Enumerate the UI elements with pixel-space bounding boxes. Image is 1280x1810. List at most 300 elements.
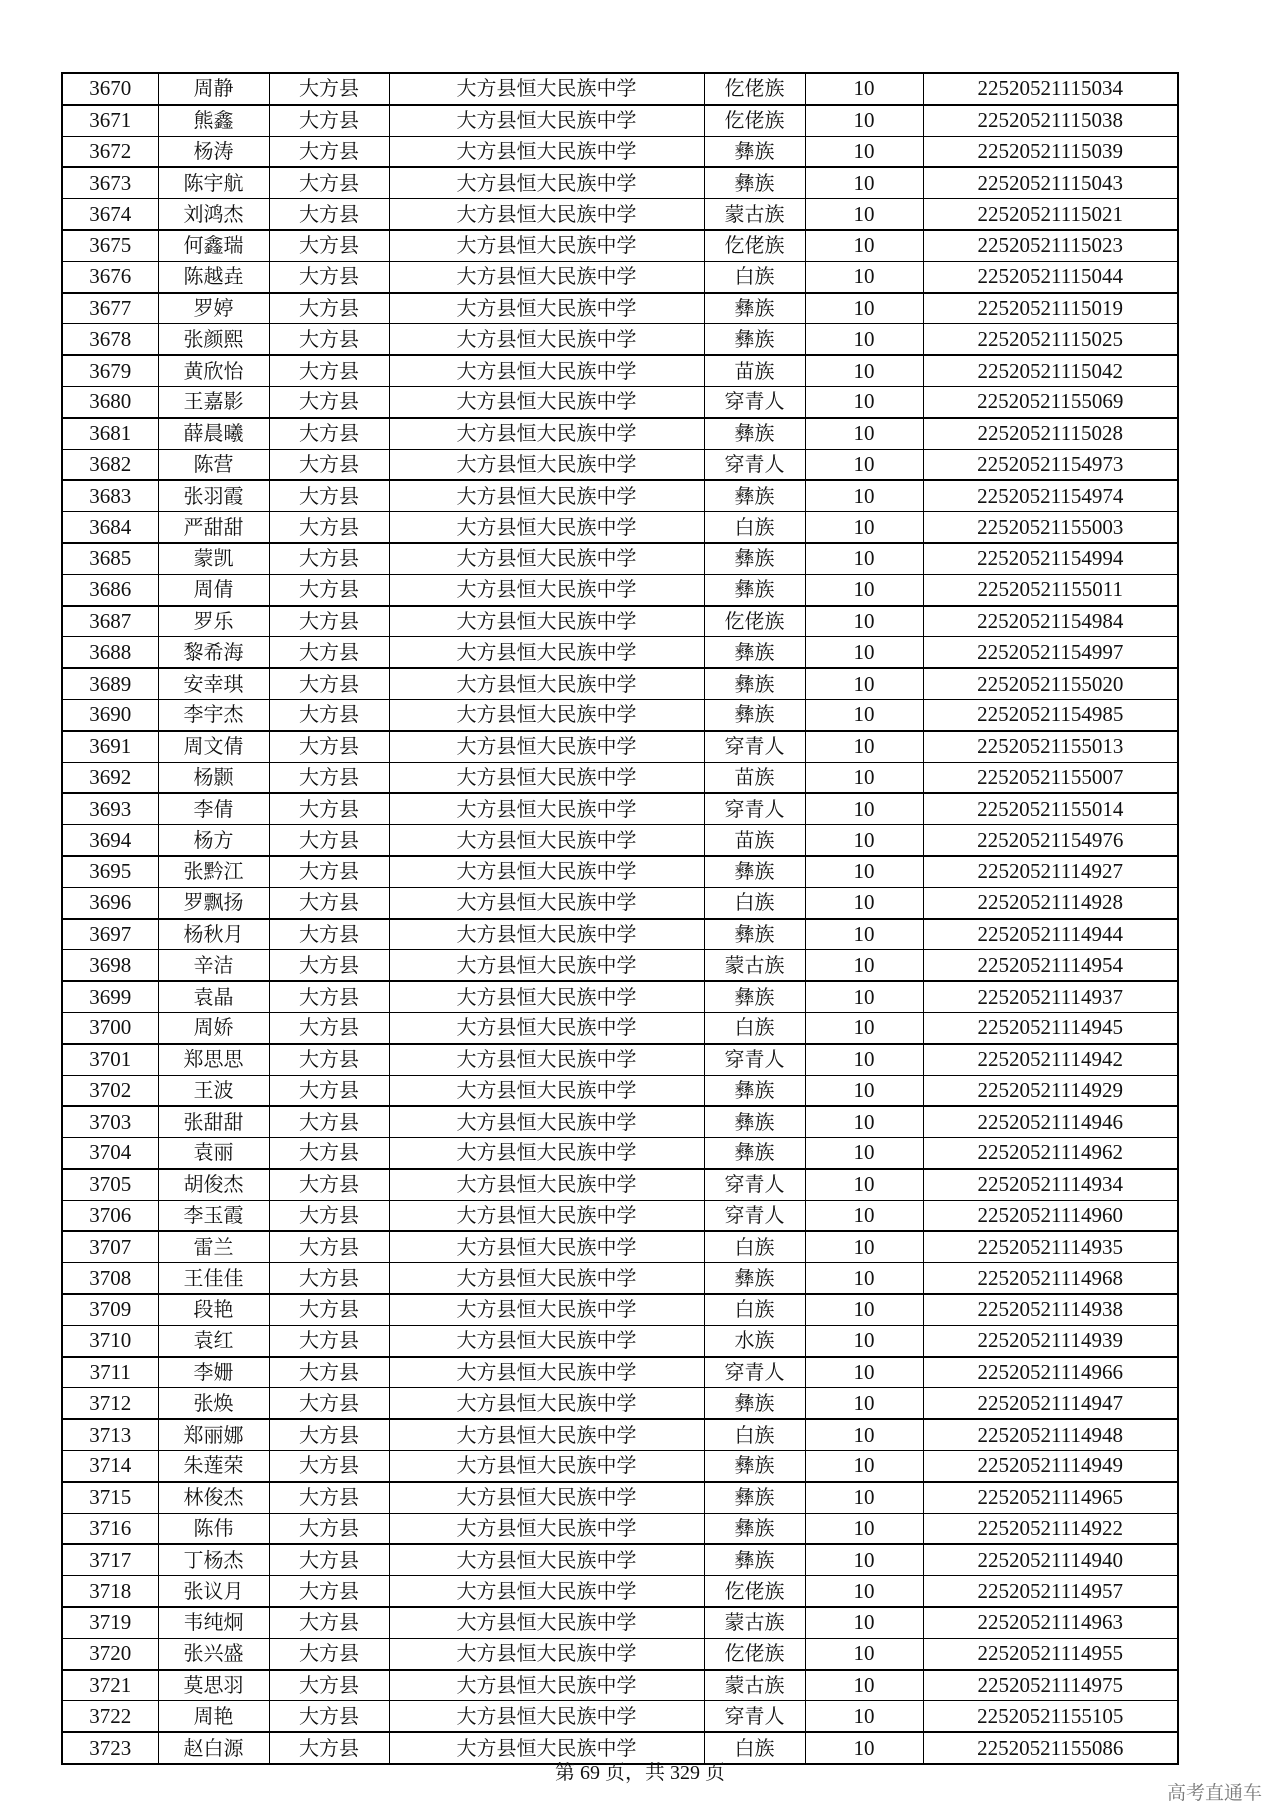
school-cell: 大方县恒大民族中学 bbox=[389, 1419, 704, 1450]
ethnicity-cell: 彝族 bbox=[704, 1451, 805, 1482]
name-cell: 雷兰 bbox=[158, 1231, 269, 1262]
ethnicity-cell: 苗族 bbox=[704, 825, 805, 856]
exam-id-cell: 22520521114934 bbox=[923, 1169, 1178, 1200]
county-cell: 大方县 bbox=[269, 699, 389, 730]
name-cell: 何鑫瑞 bbox=[158, 230, 269, 261]
name-cell: 周娇 bbox=[158, 1012, 269, 1043]
table-row bbox=[62, 136, 1178, 167]
exam-id-cell: 22520521114946 bbox=[923, 1106, 1178, 1137]
county-cell: 大方县 bbox=[269, 1012, 389, 1043]
name-cell: 杨涛 bbox=[158, 136, 269, 167]
ethnicity-cell: 彝族 bbox=[704, 418, 805, 449]
school-cell: 大方县恒大民族中学 bbox=[389, 1607, 704, 1638]
name-cell: 袁晶 bbox=[158, 981, 269, 1012]
ethnicity-cell: 仡佬族 bbox=[704, 105, 805, 136]
school-cell: 大方县恒大民族中学 bbox=[389, 731, 704, 762]
county-cell: 大方县 bbox=[269, 793, 389, 824]
ethnicity-cell: 彝族 bbox=[704, 543, 805, 574]
table-row bbox=[62, 699, 1178, 730]
exam-id-cell: 22520521154984 bbox=[923, 606, 1178, 637]
ethnicity-cell: 白族 bbox=[704, 512, 805, 543]
table-row bbox=[62, 1106, 1178, 1137]
name-cell: 袁红 bbox=[158, 1325, 269, 1356]
name-cell: 陈营 bbox=[158, 449, 269, 480]
name-cell: 张议月 bbox=[158, 1576, 269, 1607]
table-row bbox=[62, 1607, 1178, 1638]
seq-cell: 3712 bbox=[62, 1388, 158, 1419]
name-cell: 周静 bbox=[158, 73, 269, 105]
exam-id-cell: 22520521114949 bbox=[923, 1451, 1178, 1482]
name-cell: 张焕 bbox=[158, 1388, 269, 1419]
name-cell: 林俊杰 bbox=[158, 1482, 269, 1513]
school-cell: 大方县恒大民族中学 bbox=[389, 793, 704, 824]
ethnicity-cell: 彝族 bbox=[704, 981, 805, 1012]
bonus-points-cell: 10 bbox=[805, 230, 923, 261]
school-cell: 大方县恒大民族中学 bbox=[389, 1638, 704, 1669]
seq-cell: 3686 bbox=[62, 574, 158, 605]
bonus-points-cell: 10 bbox=[805, 574, 923, 605]
school-cell: 大方县恒大民族中学 bbox=[389, 167, 704, 198]
school-cell: 大方县恒大民族中学 bbox=[389, 825, 704, 856]
table-row bbox=[62, 1138, 1178, 1169]
exam-id-cell: 22520521114975 bbox=[923, 1670, 1178, 1701]
name-cell: 杨秋月 bbox=[158, 919, 269, 950]
seq-cell: 3690 bbox=[62, 699, 158, 730]
county-cell: 大方县 bbox=[269, 167, 389, 198]
county-cell: 大方县 bbox=[269, 887, 389, 918]
name-cell: 罗乐 bbox=[158, 606, 269, 637]
school-cell: 大方县恒大民族中学 bbox=[389, 355, 704, 386]
seq-cell: 3675 bbox=[62, 230, 158, 261]
table-row bbox=[62, 293, 1178, 324]
name-cell: 胡俊杰 bbox=[158, 1169, 269, 1200]
seq-cell: 3695 bbox=[62, 856, 158, 887]
table-row bbox=[62, 480, 1178, 511]
bonus-points-cell: 10 bbox=[805, 73, 923, 105]
seq-cell: 3710 bbox=[62, 1325, 158, 1356]
school-cell: 大方县恒大民族中学 bbox=[389, 1701, 704, 1732]
county-cell: 大方县 bbox=[269, 1106, 389, 1137]
ethnicity-cell: 彝族 bbox=[704, 1263, 805, 1294]
ethnicity-cell: 穿青人 bbox=[704, 731, 805, 762]
ethnicity-cell: 穿青人 bbox=[704, 1200, 805, 1231]
seq-cell: 3697 bbox=[62, 919, 158, 950]
school-cell: 大方县恒大民族中学 bbox=[389, 324, 704, 355]
exam-id-cell: 22520521114922 bbox=[923, 1513, 1178, 1544]
seq-cell: 3674 bbox=[62, 199, 158, 230]
name-cell: 周文倩 bbox=[158, 731, 269, 762]
table-row bbox=[62, 1075, 1178, 1106]
name-cell: 陈伟 bbox=[158, 1513, 269, 1544]
county-cell: 大方县 bbox=[269, 1638, 389, 1669]
ethnicity-cell: 穿青人 bbox=[704, 1169, 805, 1200]
seq-cell: 3687 bbox=[62, 606, 158, 637]
table-row bbox=[62, 950, 1178, 981]
table-row bbox=[62, 261, 1178, 292]
county-cell: 大方县 bbox=[269, 1357, 389, 1388]
seq-cell: 3701 bbox=[62, 1044, 158, 1075]
seq-cell: 3718 bbox=[62, 1576, 158, 1607]
exam-id-cell: 22520521115042 bbox=[923, 355, 1178, 386]
exam-id-cell: 22520521155069 bbox=[923, 386, 1178, 417]
table-row bbox=[62, 668, 1178, 699]
bonus-points-cell: 10 bbox=[805, 1638, 923, 1669]
name-cell: 王佳佳 bbox=[158, 1263, 269, 1294]
ethnicity-cell: 仡佬族 bbox=[704, 606, 805, 637]
ethnicity-cell: 彝族 bbox=[704, 1482, 805, 1513]
county-cell: 大方县 bbox=[269, 1044, 389, 1075]
ethnicity-cell: 穿青人 bbox=[704, 793, 805, 824]
school-cell: 大方县恒大民族中学 bbox=[389, 1106, 704, 1137]
exam-id-cell: 22520521114939 bbox=[923, 1325, 1178, 1356]
county-cell: 大方县 bbox=[269, 1670, 389, 1701]
bonus-points-cell: 10 bbox=[805, 637, 923, 668]
county-cell: 大方县 bbox=[269, 668, 389, 699]
table-row bbox=[62, 1169, 1178, 1200]
name-cell: 李宇杰 bbox=[158, 699, 269, 730]
county-cell: 大方县 bbox=[269, 1576, 389, 1607]
seq-cell: 3706 bbox=[62, 1200, 158, 1231]
county-cell: 大方县 bbox=[269, 136, 389, 167]
bonus-points-cell: 10 bbox=[805, 355, 923, 386]
name-cell: 严甜甜 bbox=[158, 512, 269, 543]
exam-id-cell: 22520521154994 bbox=[923, 543, 1178, 574]
name-cell: 朱莲荣 bbox=[158, 1451, 269, 1482]
table-row bbox=[62, 1451, 1178, 1482]
school-cell: 大方县恒大民族中学 bbox=[389, 574, 704, 605]
bonus-points-cell: 10 bbox=[805, 1451, 923, 1482]
ethnicity-cell: 白族 bbox=[704, 1231, 805, 1262]
county-cell: 大方县 bbox=[269, 480, 389, 511]
county-cell: 大方县 bbox=[269, 1513, 389, 1544]
bonus-points-cell: 10 bbox=[805, 606, 923, 637]
ethnicity-cell: 彝族 bbox=[704, 167, 805, 198]
ethnicity-cell: 白族 bbox=[704, 1732, 805, 1764]
bonus-points-cell: 10 bbox=[805, 825, 923, 856]
bonus-points-cell: 10 bbox=[805, 1576, 923, 1607]
school-cell: 大方县恒大民族中学 bbox=[389, 1451, 704, 1482]
school-cell: 大方县恒大民族中学 bbox=[389, 1012, 704, 1043]
seq-cell: 3682 bbox=[62, 449, 158, 480]
school-cell: 大方县恒大民族中学 bbox=[389, 1169, 704, 1200]
bonus-points-cell: 10 bbox=[805, 856, 923, 887]
ethnicity-cell: 苗族 bbox=[704, 762, 805, 793]
exam-id-cell: 22520521114940 bbox=[923, 1544, 1178, 1575]
school-cell: 大方县恒大民族中学 bbox=[389, 887, 704, 918]
table-row bbox=[62, 1482, 1178, 1513]
school-cell: 大方县恒大民族中学 bbox=[389, 1388, 704, 1419]
seq-cell: 3691 bbox=[62, 731, 158, 762]
bonus-points-cell: 10 bbox=[805, 1701, 923, 1732]
bonus-points-cell: 10 bbox=[805, 386, 923, 417]
exam-id-cell: 22520521155086 bbox=[923, 1732, 1178, 1764]
student-list-table bbox=[61, 72, 1179, 1765]
ethnicity-cell: 彝族 bbox=[704, 1075, 805, 1106]
exam-id-cell: 22520521115043 bbox=[923, 167, 1178, 198]
ethnicity-cell: 彝族 bbox=[704, 668, 805, 699]
table-row bbox=[62, 324, 1178, 355]
county-cell: 大方县 bbox=[269, 1169, 389, 1200]
school-cell: 大方县恒大民族中学 bbox=[389, 981, 704, 1012]
county-cell: 大方县 bbox=[269, 1419, 389, 1450]
name-cell: 周艳 bbox=[158, 1701, 269, 1732]
school-cell: 大方县恒大民族中学 bbox=[389, 856, 704, 887]
table-row bbox=[62, 1513, 1178, 1544]
table-row bbox=[62, 73, 1178, 105]
ethnicity-cell: 穿青人 bbox=[704, 386, 805, 417]
name-cell: 张兴盛 bbox=[158, 1638, 269, 1669]
ethnicity-cell: 彝族 bbox=[704, 1544, 805, 1575]
seq-cell: 3696 bbox=[62, 887, 158, 918]
school-cell: 大方县恒大民族中学 bbox=[389, 668, 704, 699]
bonus-points-cell: 10 bbox=[805, 793, 923, 824]
county-cell: 大方县 bbox=[269, 199, 389, 230]
school-cell: 大方县恒大民族中学 bbox=[389, 1357, 704, 1388]
ethnicity-cell: 白族 bbox=[704, 1012, 805, 1043]
exam-id-cell: 22520521114935 bbox=[923, 1231, 1178, 1262]
table-row bbox=[62, 543, 1178, 574]
seq-cell: 3676 bbox=[62, 261, 158, 292]
bonus-points-cell: 10 bbox=[805, 1482, 923, 1513]
name-cell: 李倩 bbox=[158, 793, 269, 824]
county-cell: 大方县 bbox=[269, 1732, 389, 1764]
table-row bbox=[62, 1701, 1178, 1732]
bonus-points-cell: 10 bbox=[805, 1012, 923, 1043]
seq-cell: 3716 bbox=[62, 1513, 158, 1544]
exam-id-cell: 22520521155020 bbox=[923, 668, 1178, 699]
exam-id-cell: 22520521154976 bbox=[923, 825, 1178, 856]
table-row bbox=[62, 449, 1178, 480]
table-row bbox=[62, 1231, 1178, 1262]
bonus-points-cell: 10 bbox=[805, 1075, 923, 1106]
name-cell: 陈宇航 bbox=[158, 167, 269, 198]
exam-id-cell: 22520521155014 bbox=[923, 793, 1178, 824]
ethnicity-cell: 彝族 bbox=[704, 699, 805, 730]
seq-cell: 3722 bbox=[62, 1701, 158, 1732]
seq-cell: 3700 bbox=[62, 1012, 158, 1043]
name-cell: 周倩 bbox=[158, 574, 269, 605]
ethnicity-cell: 蒙古族 bbox=[704, 950, 805, 981]
name-cell: 丁杨杰 bbox=[158, 1544, 269, 1575]
bonus-points-cell: 10 bbox=[805, 449, 923, 480]
county-cell: 大方县 bbox=[269, 418, 389, 449]
county-cell: 大方县 bbox=[269, 73, 389, 105]
school-cell: 大方县恒大民族中学 bbox=[389, 386, 704, 417]
seq-cell: 3688 bbox=[62, 637, 158, 668]
bonus-points-cell: 10 bbox=[805, 668, 923, 699]
name-cell: 熊鑫 bbox=[158, 105, 269, 136]
ethnicity-cell: 彝族 bbox=[704, 136, 805, 167]
exam-id-cell: 22520521154985 bbox=[923, 699, 1178, 730]
exam-id-cell: 22520521114944 bbox=[923, 919, 1178, 950]
county-cell: 大方县 bbox=[269, 1263, 389, 1294]
bonus-points-cell: 10 bbox=[805, 919, 923, 950]
exam-id-cell: 22520521114947 bbox=[923, 1388, 1178, 1419]
bonus-points-cell: 10 bbox=[805, 324, 923, 355]
county-cell: 大方县 bbox=[269, 637, 389, 668]
county-cell: 大方县 bbox=[269, 105, 389, 136]
ethnicity-cell: 彝族 bbox=[704, 1513, 805, 1544]
exam-id-cell: 22520521154973 bbox=[923, 449, 1178, 480]
table-row bbox=[62, 1012, 1178, 1043]
county-cell: 大方县 bbox=[269, 1138, 389, 1169]
seq-cell: 3704 bbox=[62, 1138, 158, 1169]
bonus-points-cell: 10 bbox=[805, 1169, 923, 1200]
county-cell: 大方县 bbox=[269, 1388, 389, 1419]
ethnicity-cell: 仡佬族 bbox=[704, 1638, 805, 1669]
school-cell: 大方县恒大民族中学 bbox=[389, 919, 704, 950]
seq-cell: 3698 bbox=[62, 950, 158, 981]
bonus-points-cell: 10 bbox=[805, 293, 923, 324]
ethnicity-cell: 彝族 bbox=[704, 1388, 805, 1419]
exam-id-cell: 22520521155011 bbox=[923, 574, 1178, 605]
table-row bbox=[62, 1419, 1178, 1450]
name-cell: 张黔江 bbox=[158, 856, 269, 887]
ethnicity-cell: 彝族 bbox=[704, 324, 805, 355]
school-cell: 大方县恒大民族中学 bbox=[389, 1482, 704, 1513]
name-cell: 薛晨曦 bbox=[158, 418, 269, 449]
ethnicity-cell: 彝族 bbox=[704, 293, 805, 324]
bonus-points-cell: 10 bbox=[805, 1138, 923, 1169]
seq-cell: 3677 bbox=[62, 293, 158, 324]
school-cell: 大方县恒大民族中学 bbox=[389, 1044, 704, 1075]
seq-cell: 3721 bbox=[62, 1670, 158, 1701]
bonus-points-cell: 10 bbox=[805, 1106, 923, 1137]
exam-id-cell: 22520521154974 bbox=[923, 480, 1178, 511]
exam-id-cell: 22520521115025 bbox=[923, 324, 1178, 355]
name-cell: 韦纯炯 bbox=[158, 1607, 269, 1638]
bonus-points-cell: 10 bbox=[805, 105, 923, 136]
table-row bbox=[62, 1263, 1178, 1294]
exam-id-cell: 22520521114966 bbox=[923, 1357, 1178, 1388]
exam-id-cell: 22520521114962 bbox=[923, 1138, 1178, 1169]
bonus-points-cell: 10 bbox=[805, 699, 923, 730]
bonus-points-cell: 10 bbox=[805, 167, 923, 198]
ethnicity-cell: 彝族 bbox=[704, 637, 805, 668]
exam-id-cell: 22520521114938 bbox=[923, 1294, 1178, 1325]
name-cell: 王嘉影 bbox=[158, 386, 269, 417]
bonus-points-cell: 10 bbox=[805, 480, 923, 511]
bonus-points-cell: 10 bbox=[805, 1732, 923, 1764]
seq-cell: 3692 bbox=[62, 762, 158, 793]
ethnicity-cell: 白族 bbox=[704, 887, 805, 918]
ethnicity-cell: 彝族 bbox=[704, 1106, 805, 1137]
name-cell: 李姗 bbox=[158, 1357, 269, 1388]
school-cell: 大方县恒大民族中学 bbox=[389, 261, 704, 292]
school-cell: 大方县恒大民族中学 bbox=[389, 1576, 704, 1607]
exam-id-cell: 22520521115039 bbox=[923, 136, 1178, 167]
ethnicity-cell: 蒙古族 bbox=[704, 1670, 805, 1701]
exam-id-cell: 22520521114954 bbox=[923, 950, 1178, 981]
school-cell: 大方县恒大民族中学 bbox=[389, 136, 704, 167]
exam-id-cell: 22520521114929 bbox=[923, 1075, 1178, 1106]
name-cell: 蒙凯 bbox=[158, 543, 269, 574]
county-cell: 大方县 bbox=[269, 1607, 389, 1638]
seq-cell: 3717 bbox=[62, 1544, 158, 1575]
bonus-points-cell: 10 bbox=[805, 1419, 923, 1450]
name-cell: 杨方 bbox=[158, 825, 269, 856]
county-cell: 大方县 bbox=[269, 543, 389, 574]
exam-id-cell: 22520521114965 bbox=[923, 1482, 1178, 1513]
bonus-points-cell: 10 bbox=[805, 1294, 923, 1325]
exam-id-cell: 22520521114945 bbox=[923, 1012, 1178, 1043]
exam-id-cell: 22520521114960 bbox=[923, 1200, 1178, 1231]
county-cell: 大方县 bbox=[269, 512, 389, 543]
table-row bbox=[62, 856, 1178, 887]
exam-id-cell: 22520521114957 bbox=[923, 1576, 1178, 1607]
table-row bbox=[62, 1325, 1178, 1356]
county-cell: 大方县 bbox=[269, 1075, 389, 1106]
seq-cell: 3681 bbox=[62, 418, 158, 449]
school-cell: 大方县恒大民族中学 bbox=[389, 762, 704, 793]
seq-cell: 3713 bbox=[62, 1419, 158, 1450]
county-cell: 大方县 bbox=[269, 1231, 389, 1262]
name-cell: 辛洁 bbox=[158, 950, 269, 981]
school-cell: 大方县恒大民族中学 bbox=[389, 699, 704, 730]
seq-cell: 3689 bbox=[62, 668, 158, 699]
ethnicity-cell: 彝族 bbox=[704, 919, 805, 950]
seq-cell: 3693 bbox=[62, 793, 158, 824]
name-cell: 黄欣怡 bbox=[158, 355, 269, 386]
table-row bbox=[62, 355, 1178, 386]
name-cell: 张甜甜 bbox=[158, 1106, 269, 1137]
school-cell: 大方县恒大民族中学 bbox=[389, 293, 704, 324]
exam-id-cell: 22520521155013 bbox=[923, 731, 1178, 762]
exam-id-cell: 22520521115044 bbox=[923, 261, 1178, 292]
bonus-points-cell: 10 bbox=[805, 136, 923, 167]
school-cell: 大方县恒大民族中学 bbox=[389, 1513, 704, 1544]
seq-cell: 3694 bbox=[62, 825, 158, 856]
seq-cell: 3708 bbox=[62, 1263, 158, 1294]
exam-id-cell: 22520521155105 bbox=[923, 1701, 1178, 1732]
county-cell: 大方县 bbox=[269, 1701, 389, 1732]
bonus-points-cell: 10 bbox=[805, 950, 923, 981]
bonus-points-cell: 10 bbox=[805, 543, 923, 574]
table-row bbox=[62, 919, 1178, 950]
name-cell: 郑思思 bbox=[158, 1044, 269, 1075]
seq-cell: 3679 bbox=[62, 355, 158, 386]
table-row bbox=[62, 1544, 1178, 1575]
school-cell: 大方县恒大民族中学 bbox=[389, 950, 704, 981]
bonus-points-cell: 10 bbox=[805, 1544, 923, 1575]
bonus-points-cell: 10 bbox=[805, 261, 923, 292]
school-cell: 大方县恒大民族中学 bbox=[389, 1138, 704, 1169]
name-cell: 张羽霞 bbox=[158, 480, 269, 511]
table-row bbox=[62, 386, 1178, 417]
county-cell: 大方县 bbox=[269, 950, 389, 981]
ethnicity-cell: 仡佬族 bbox=[704, 1576, 805, 1607]
school-cell: 大方县恒大民族中学 bbox=[389, 1263, 704, 1294]
name-cell: 李玉霞 bbox=[158, 1200, 269, 1231]
ethnicity-cell: 仡佬族 bbox=[704, 73, 805, 105]
table-row bbox=[62, 105, 1178, 136]
ethnicity-cell: 蒙古族 bbox=[704, 199, 805, 230]
bonus-points-cell: 10 bbox=[805, 1200, 923, 1231]
table-body bbox=[62, 73, 1178, 1764]
exam-id-cell: 22520521115028 bbox=[923, 418, 1178, 449]
exam-id-cell: 22520521155003 bbox=[923, 512, 1178, 543]
bonus-points-cell: 10 bbox=[805, 418, 923, 449]
county-cell: 大方县 bbox=[269, 762, 389, 793]
bonus-points-cell: 10 bbox=[805, 1325, 923, 1356]
seq-cell: 3707 bbox=[62, 1231, 158, 1262]
county-cell: 大方县 bbox=[269, 355, 389, 386]
exam-id-cell: 22520521115021 bbox=[923, 199, 1178, 230]
ethnicity-cell: 穿青人 bbox=[704, 449, 805, 480]
table-row bbox=[62, 230, 1178, 261]
name-cell: 王波 bbox=[158, 1075, 269, 1106]
ethnicity-cell: 穿青人 bbox=[704, 1044, 805, 1075]
